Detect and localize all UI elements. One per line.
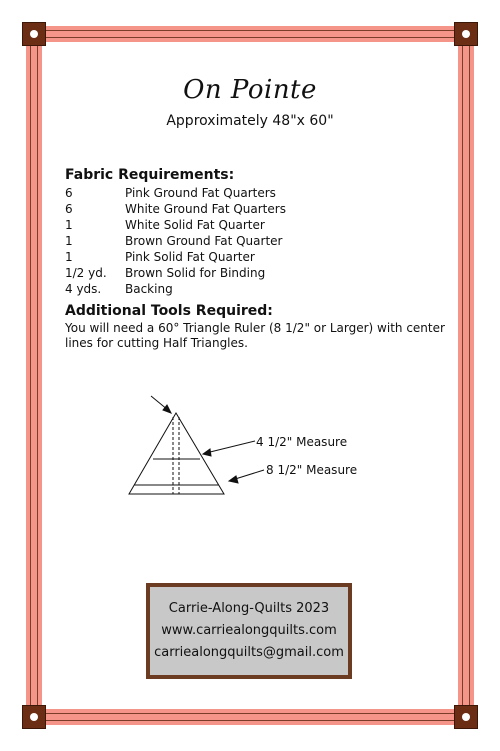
- small-measure-label: 4 1/2" Measure: [256, 435, 348, 449]
- item-name: White Ground Fat Quarters: [125, 202, 286, 216]
- item-name: Brown Solid for Binding: [125, 266, 266, 280]
- item-name: White Solid Fat Quarter: [125, 218, 265, 232]
- item-quantity: 1: [65, 218, 73, 232]
- company-name: Carrie-Along-Quilts 2023: [168, 601, 330, 616]
- contact-box: [146, 583, 352, 679]
- item-quantity: 6: [65, 202, 73, 216]
- item-quantity: 6: [65, 186, 73, 200]
- fabric-requirements-heading: Fabric Requirements:: [65, 167, 235, 183]
- quilt-size: Approximately 48"x 60": [166, 113, 334, 129]
- item-quantity: 1: [65, 234, 73, 248]
- item-name: Pink Solid Fat Quarter: [125, 250, 255, 264]
- email-link[interactable]: carriealongquilts@gmail.com: [154, 645, 344, 660]
- website-link[interactable]: www.carriealongquilts.com: [161, 623, 337, 638]
- additional-tools-heading: Additional Tools Required:: [65, 303, 273, 319]
- small-measure-arrowhead-icon: [203, 449, 211, 456]
- large-measure-label: 8 1/2" Measure: [266, 463, 358, 477]
- item-quantity: 4 yds.: [65, 282, 102, 296]
- large-measure-arrowhead-icon: [229, 476, 238, 483]
- item-name: Brown Ground Fat Quarter: [125, 234, 283, 248]
- item-name: Backing: [125, 282, 173, 296]
- item-name: Pink Ground Fat Quarters: [125, 186, 276, 200]
- pointer-arrows: [151, 396, 264, 483]
- additional-tools-text: You will need a 60° Triangle Ruler (8 1/2" or Larger) with center lines for cutting Half Triangles.: [65, 321, 445, 350]
- item-quantity: 1/2 yd.: [65, 266, 107, 280]
- item-quantity: 1: [65, 250, 73, 264]
- pattern-title: On Pointe: [183, 75, 317, 105]
- small-measure-arrow-line: [206, 441, 255, 453]
- tip-arrowhead-icon: [163, 405, 171, 413]
